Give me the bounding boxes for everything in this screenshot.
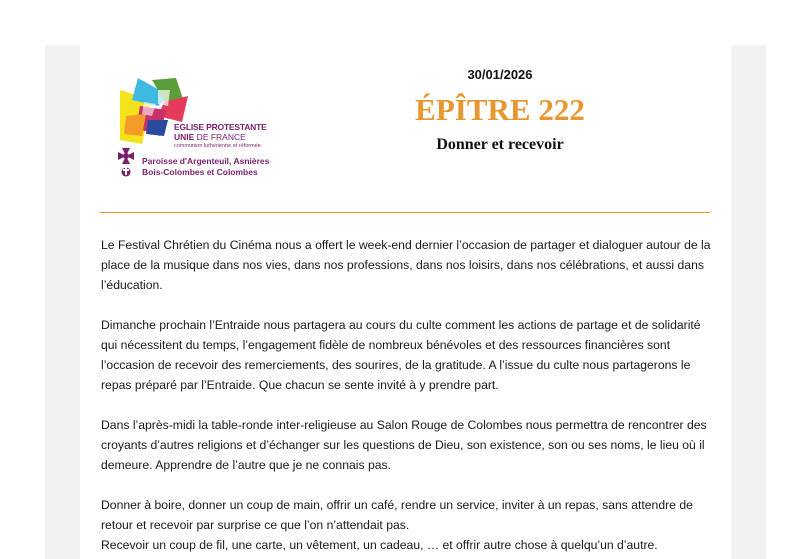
logo-line-2-rest: DE FRANCE: [194, 132, 246, 142]
paragraph-2: Dimanche prochain l’Entraide nous partagera au cours du culte comment les actions de partage et de solidarité qui nécessitent du temps, l’engagement fidèle de nombreux bénévoles et des ressources financières sont l’occasion de recevoir des remerciements, des sourires, de la gratitude. A l’issue du culte nous partagerons le repas préparé par l’Entraide. Que chacun se sente invité à y prendre part.: [101, 318, 701, 392]
epistle-date: 30/01/2026: [467, 67, 533, 82]
right-gutter: [731, 45, 766, 559]
epistle-body: [101, 235, 713, 555]
logo-line-3: communion luthérienne et réformée: [174, 143, 261, 149]
epistle-subtitle: Donner et recevoir: [436, 136, 564, 153]
logo-line-2-bold: UNIE: [174, 132, 195, 142]
logo-line-2: [174, 132, 246, 142]
luther-rose-icon: [122, 166, 131, 177]
huguenot-cross-icon: [118, 148, 134, 164]
paragraph-4: Donner à boire, donner un coup de main, offrir un café, rendre un service, inviter à un repas, sans attendre de retour et recevoir par surprise ce que l’on n’attendait pas.: [101, 498, 693, 532]
paragraph-3: Dans l’après-midi la table-ronde inter-religieuse au Salon Rouge de Colombes nous permettra de rencontrer des croyants d’autres religions et d’échanger sur les questions de Dieu, son existence, son ou ses noms, le lieu où il demeure. Apprendre de l’autre que je ne connais pas.: [101, 418, 707, 472]
church-logo: [118, 76, 278, 186]
logo-line-5: Bois-Colombes et Colombes: [142, 167, 258, 177]
logo-line-1: EGLISE PROTESTANTE: [174, 122, 267, 132]
header-divider: [100, 212, 710, 213]
left-gutter: [45, 45, 80, 559]
logo-line-4: Paroisse d'Argenteuil, Asnières: [142, 156, 270, 166]
paragraph-5: Recevoir un coup de fil, une carte, un vêtement, un cadeau, … et offrir autre chose à quelqu’un d’autre.: [101, 538, 658, 552]
epistle-title: ÉPÎTRE 222: [415, 92, 585, 127]
paragraph-1: Le Festival Chrétien du Cinéma nous a offert le week-end dernier l’occasion de partager et dialoguer autour de la place de la musique dans nos vies, dans nos professions, dans nos loisirs, dans nos célébrations, et aussi dans l’éducation.: [101, 238, 711, 292]
